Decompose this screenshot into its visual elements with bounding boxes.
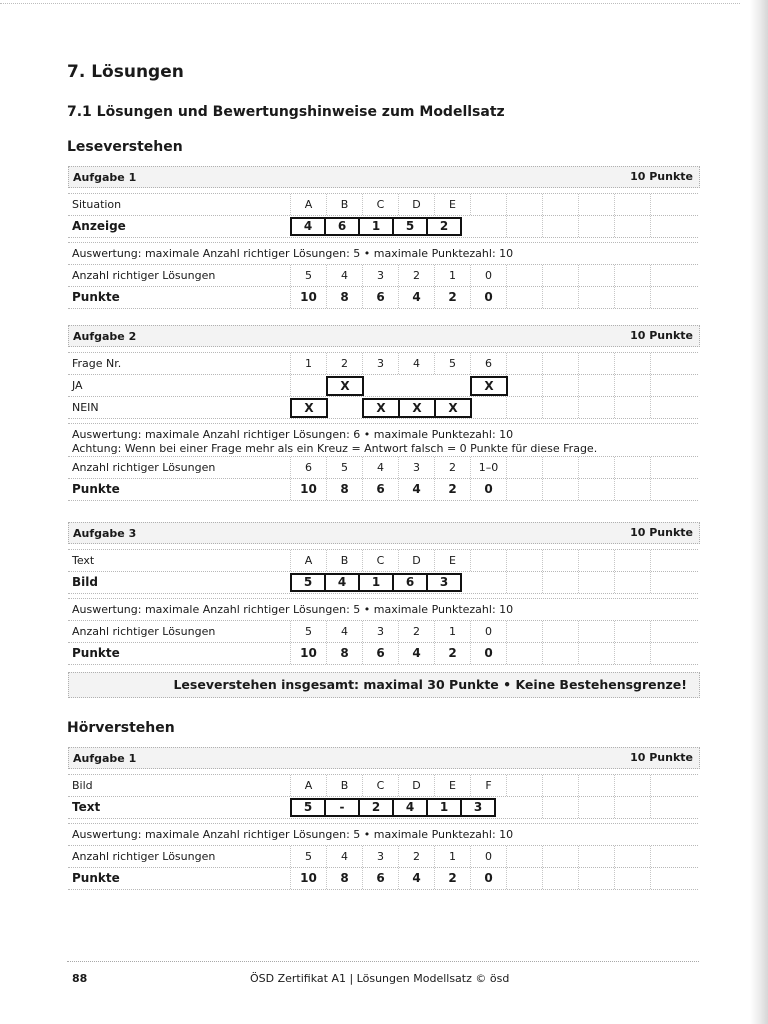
task-hoeren-1 <box>68 747 698 890</box>
row-label: NEIN <box>72 401 99 414</box>
answer-box: 5 <box>290 573 326 592</box>
column-label: A <box>290 775 326 796</box>
footer-divider <box>67 961 699 962</box>
task-title: Aufgabe 1 <box>73 171 137 184</box>
score-value: 0 <box>470 479 506 500</box>
count-value: 4 <box>362 457 398 478</box>
column-label: F <box>470 775 506 796</box>
warning-note: Achtung: Wenn bei einer Frage mehr als ein Kreuz = Antwort falsch = 0 Punkte für diese Frage. <box>72 442 598 455</box>
score-value: 8 <box>326 287 362 308</box>
answer-box: - <box>324 798 360 817</box>
column-label: 1 <box>290 353 326 374</box>
count-value: 5 <box>290 846 326 867</box>
score-value: 10 <box>290 287 326 308</box>
page-number: 88 <box>72 972 88 985</box>
row-counts <box>68 457 698 479</box>
column-label: C <box>362 194 398 215</box>
row-label: Bild <box>72 779 93 792</box>
answer-box: 1 <box>358 573 394 592</box>
row-label: Punkte <box>72 871 120 885</box>
row-label: Anzahl richtiger Lösungen <box>72 625 216 638</box>
row-points <box>68 287 698 309</box>
count-value: 5 <box>290 265 326 286</box>
row-points <box>68 643 698 665</box>
answer-box: 4 <box>290 217 326 236</box>
footer-text: ÖSD Zertifikat A1 | Lösungen Modellsatz © ösd <box>250 972 510 985</box>
count-value: 5 <box>290 621 326 642</box>
count-value: 0 <box>470 846 506 867</box>
score-value: 10 <box>290 479 326 500</box>
column-label: E <box>434 194 470 215</box>
answer-boxes <box>290 217 462 236</box>
score-value: 8 <box>326 643 362 664</box>
evaluation-text: Auswertung: maximale Anzahl richtiger Lösungen: 6 • maximale Punktezahl: 10 Achtung: Wenn bei einer Frage mehr als ein Kreuz = Antwort falsch = 0 Punkte für diese Frage. <box>68 423 698 457</box>
column-label: B <box>326 194 362 215</box>
answer-box: 1 <box>358 217 394 236</box>
count-value: 2 <box>434 457 470 478</box>
row-columns <box>68 352 698 375</box>
reading-total-banner <box>68 672 700 698</box>
column-label: B <box>326 550 362 571</box>
cross-mark: X <box>470 376 508 396</box>
answer-box: 6 <box>392 573 428 592</box>
row-label: Punkte <box>72 290 120 304</box>
row-label: Punkte <box>72 482 120 496</box>
cross-mark: X <box>290 398 328 418</box>
count-value: 3 <box>362 621 398 642</box>
count-value: 4 <box>326 265 362 286</box>
row-columns <box>68 549 698 572</box>
row-columns <box>68 193 698 216</box>
task-lesen-1 <box>68 166 698 309</box>
score-value: 2 <box>434 479 470 500</box>
column-label: E <box>434 775 470 796</box>
row-counts <box>68 265 698 287</box>
reading-total-text: Leseverstehen insgesamt: maximal 30 Punkte • Keine Bestehensgrenze! <box>173 677 687 692</box>
count-value: 0 <box>470 621 506 642</box>
score-value: 2 <box>434 643 470 664</box>
count-value: 1 <box>434 265 470 286</box>
score-value: 6 <box>362 868 398 889</box>
answer-box: 5 <box>392 217 428 236</box>
score-value: 0 <box>470 287 506 308</box>
cross-mark: X <box>326 376 364 396</box>
count-value: 1 <box>434 621 470 642</box>
top-divider <box>0 3 740 4</box>
task-title: Aufgabe 3 <box>73 527 137 540</box>
score-value: 4 <box>398 479 434 500</box>
column-label: C <box>362 550 398 571</box>
count-value: 5 <box>326 457 362 478</box>
row-nein <box>68 397 698 419</box>
row-label: Situation <box>72 198 122 211</box>
answer-box: 4 <box>324 573 360 592</box>
page-title: 7. Lösungen <box>67 62 184 82</box>
count-value: 1–0 <box>470 457 506 478</box>
column-label: 6 <box>470 353 506 374</box>
page-edge-shadow <box>750 0 768 1024</box>
column-label: B <box>326 775 362 796</box>
evaluation-text: Auswertung: maximale Anzahl richtiger Lösungen: 5 • maximale Punktezahl: 10 <box>68 823 698 846</box>
row-columns <box>68 774 698 797</box>
score-value: 10 <box>290 643 326 664</box>
count-value: 4 <box>326 846 362 867</box>
score-value: 8 <box>326 479 362 500</box>
answer-boxes <box>290 798 496 817</box>
answer-box: 3 <box>460 798 496 817</box>
row-answers <box>68 797 698 819</box>
row-label: Text <box>72 800 101 814</box>
row-label: JA <box>72 379 83 392</box>
row-answers <box>68 572 698 594</box>
count-value: 1 <box>434 846 470 867</box>
answer-box: 4 <box>392 798 428 817</box>
column-label: A <box>290 194 326 215</box>
column-label: 3 <box>362 353 398 374</box>
task-points: 10 Punkte <box>630 526 693 539</box>
column-label: A <box>290 550 326 571</box>
answer-boxes <box>290 573 462 592</box>
task-header <box>68 747 700 769</box>
row-label: Punkte <box>72 646 120 660</box>
task-header <box>68 166 700 188</box>
task-header <box>68 522 700 544</box>
score-value: 6 <box>362 643 398 664</box>
score-value: 4 <box>398 868 434 889</box>
evaluation-text: Auswertung: maximale Anzahl richtiger Lösungen: 5 • maximale Punktezahl: 10 <box>68 598 698 621</box>
row-label: Bild <box>72 575 98 589</box>
cross-mark: X <box>434 398 472 418</box>
answer-box: 3 <box>426 573 462 592</box>
task-title: Aufgabe 1 <box>73 752 137 765</box>
answer-box: 2 <box>358 798 394 817</box>
answer-box: 5 <box>290 798 326 817</box>
score-value: 8 <box>326 868 362 889</box>
task-header <box>68 325 700 347</box>
cross-mark: X <box>362 398 400 418</box>
count-value: 2 <box>398 621 434 642</box>
column-label: E <box>434 550 470 571</box>
count-value: 2 <box>398 846 434 867</box>
cross-mark: X <box>398 398 436 418</box>
count-value: 3 <box>362 846 398 867</box>
count-value: 0 <box>470 265 506 286</box>
column-label: C <box>362 775 398 796</box>
count-value: 2 <box>398 265 434 286</box>
row-points <box>68 479 698 501</box>
score-value: 0 <box>470 868 506 889</box>
row-label: Text <box>72 554 95 567</box>
score-value: 2 <box>434 287 470 308</box>
score-value: 0 <box>470 643 506 664</box>
column-label: 5 <box>434 353 470 374</box>
task-title: Aufgabe 2 <box>73 330 137 343</box>
score-value: 4 <box>398 287 434 308</box>
heading-hoerverstehen: Hörverstehen <box>67 720 175 736</box>
row-answers <box>68 216 698 238</box>
task-points: 10 Punkte <box>630 751 693 764</box>
row-label: Anzahl richtiger Lösungen <box>72 850 216 863</box>
count-value: 3 <box>362 265 398 286</box>
row-ja <box>68 375 698 397</box>
score-value: 10 <box>290 868 326 889</box>
answer-box: 6 <box>324 217 360 236</box>
row-counts <box>68 621 698 643</box>
score-value: 6 <box>362 287 398 308</box>
answer-box: 1 <box>426 798 462 817</box>
column-label: D <box>398 775 434 796</box>
score-value: 6 <box>362 479 398 500</box>
row-label: Frage Nr. <box>72 357 122 370</box>
score-value: 2 <box>434 868 470 889</box>
row-label: Anzeige <box>72 219 126 233</box>
heading-leseverstehen: Leseverstehen <box>67 139 183 155</box>
row-label: Anzahl richtiger Lösungen <box>72 461 216 474</box>
task-points: 10 Punkte <box>630 329 693 342</box>
answer-box: 2 <box>426 217 462 236</box>
row-points <box>68 868 698 890</box>
column-label: D <box>398 550 434 571</box>
column-label: 4 <box>398 353 434 374</box>
row-counts <box>68 846 698 868</box>
count-value: 6 <box>290 457 326 478</box>
row-label: Anzahl richtiger Lösungen <box>72 269 216 282</box>
task-points: 10 Punkte <box>630 170 693 183</box>
column-label: 2 <box>326 353 362 374</box>
count-value: 4 <box>326 621 362 642</box>
column-label: D <box>398 194 434 215</box>
score-value: 4 <box>398 643 434 664</box>
section-subtitle: 7.1 Lösungen und Bewertungshinweise zum Modellsatz <box>67 104 505 120</box>
task-lesen-2 <box>68 325 698 501</box>
count-value: 3 <box>398 457 434 478</box>
evaluation-text: Auswertung: maximale Anzahl richtiger Lösungen: 5 • maximale Punktezahl: 10 <box>68 242 698 265</box>
task-lesen-3 <box>68 522 698 665</box>
